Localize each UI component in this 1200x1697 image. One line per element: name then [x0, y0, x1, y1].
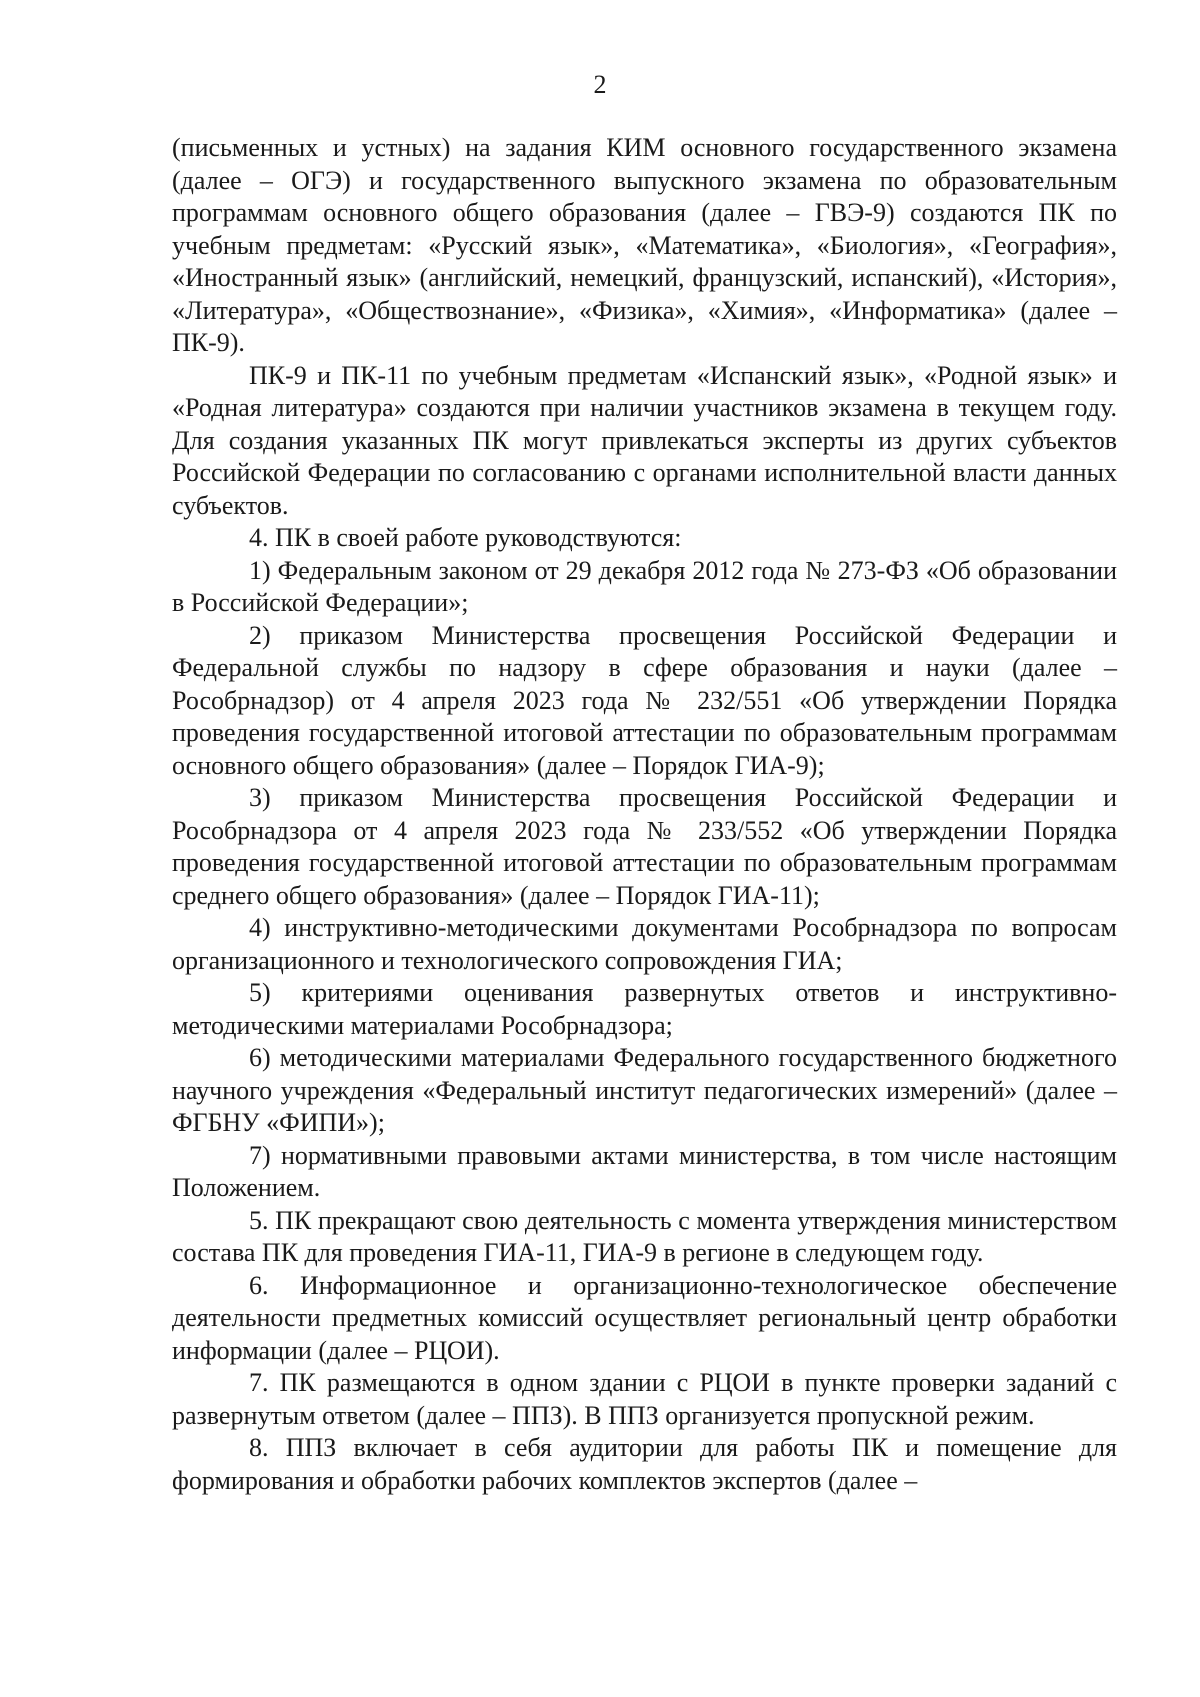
- paragraph-item-6-rcoi: 6. Информационное и организационно-технологическое обеспечение деятельности предметных комиссий осуществляет региональный центр обработки информации (далее – РЦОИ).: [172, 1270, 1117, 1365]
- list-item-1-federal-law: 1) Федеральным законом от 29 декабря 2012 года № 273-ФЗ «Об образовании в Российской Федерации»;: [172, 555, 1117, 617]
- document-body: [172, 132, 1117, 1497]
- list-item-7-normative-acts: 7) нормативными правовыми актами министерства, в том числе настоящим Положением.: [172, 1140, 1117, 1202]
- list-item-2-order-gia9: 2) приказом Министерства просвещения Российской Федерации и Федеральной службы по надзору в сфере образования и науки (далее – Рособрнадзор) от 4 апреля 2023 года № 232/551 «Об утверждении Порядка проведения государственной итоговой аттестации по образовательным программам основного общего образования» (далее – Порядок ГИА-9);: [172, 620, 1117, 780]
- list-item-6-fipi-materials: 6) методическими материалами Федерального государственного бюджетного научного учреждения «Федеральный институт педагогических измерений» (далее – ФГБНУ «ФИПИ»);: [172, 1043, 1117, 1137]
- list-item-3-order-gia11: 3) приказом Министерства просвещения Российской Федерации и Рособрнадзора от 4 апреля 2023 года № 233/552 «Об утверждении Порядка проведения государственной итоговой аттестации по образовательным программам среднего общего образования» (далее – Порядок ГИА-11);: [172, 783, 1117, 910]
- paragraph-item-5-termination: 5. ПК прекращают свою деятельность с момента утверждения министерством состава ПК для проведения ГИА-11, ГИА-9 в регионе в следующем году.: [172, 1205, 1117, 1267]
- page-number: 2: [593, 70, 607, 99]
- list-item-5-criteria: 5) критериями оценивания развернутых ответов и инструктивно-методическими материалами Рособрнадзора;: [172, 978, 1117, 1040]
- paragraph-item-7-ppz: 7. ПК размещаются в одном здании с РЦОИ в пункте проверки заданий с развернутым ответом (далее – ППЗ). В ППЗ организуется пропускной режим.: [172, 1368, 1117, 1430]
- paragraph-item-4-heading: 4. ПК в своей работе руководствуются:: [249, 523, 682, 552]
- list-item-4-instructive-documents: 4) инструктивно-методическими документами Рособрнадзора по вопросам организационного и технологического сопровождения ГИА;: [172, 913, 1117, 975]
- paragraph-continuation-pk9: (письменных и устных) на задания КИМ основного государственного экзамена (далее – ОГЭ) и государственного выпускного экзамена по образовательным программам основного общего образования (далее – ГВЭ-9) создаются ПК по учебным предметам: «Русский язык», «Математика», «Биология», «География», «Иностранный язык» (английский, немецкий, французский, испанский), «История», «Литература», «Обществознание», «Физика», «Химия», «Информатика» (далее – ПК-9).: [172, 133, 1117, 357]
- paragraph-item-8-ppz-rooms: 8. ППЗ включает в себя аудитории для работы ПК и помещение для формирования и обработки рабочих комплектов экспертов (далее –: [172, 1433, 1117, 1495]
- paragraph-pk-foreign-native: ПК-9 и ПК-11 по учебным предметам «Испанский язык», «Родной язык» и «Родная литература» создаются при наличии участников экзамена в текущем году. Для создания указанных ПК могут привлекаться эксперты из других субъектов Российской Федерации по согласованию с органами исполнительной власти данных субъектов.: [172, 360, 1117, 520]
